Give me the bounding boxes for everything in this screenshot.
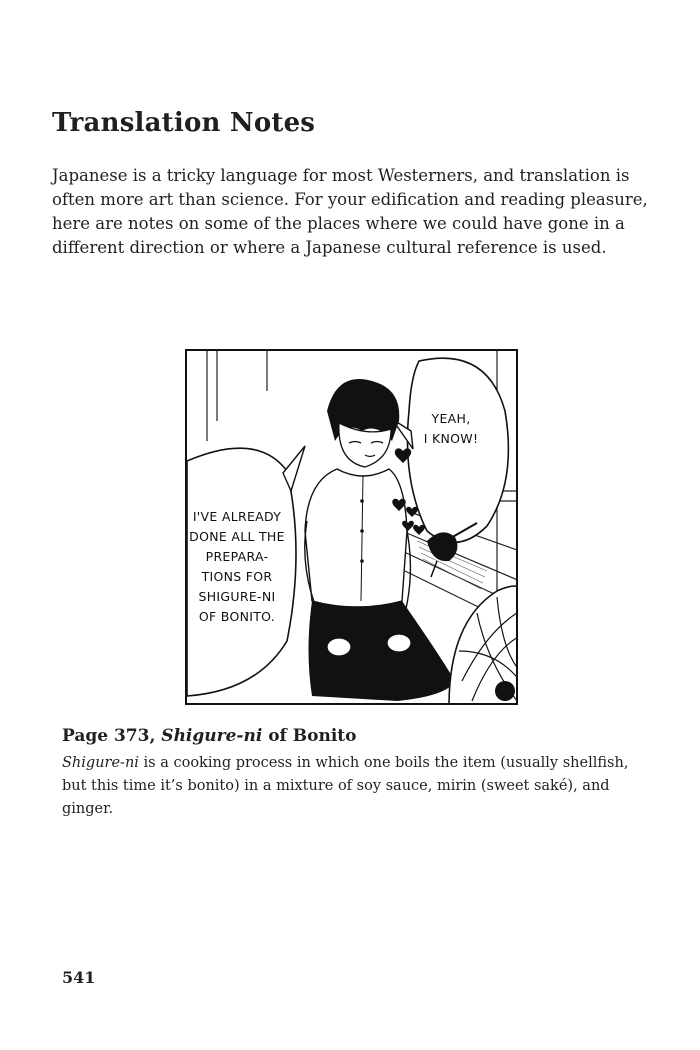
speech-line: OF BONITO.: [198, 609, 276, 624]
manga-panel: [185, 349, 518, 705]
speech-line: SHIGURE-NI: [198, 589, 276, 604]
speech-line: I KNOW!: [423, 431, 479, 446]
right-speech-bubble: [411, 409, 491, 449]
speech-line: DONE ALL THE: [189, 529, 285, 544]
left-speech-bubble: [187, 507, 287, 627]
note-body-text: is a cooking process in which one boils the item (usually shellfish, but this time it’s bonito) in a mixture of soy sauce, mirin (sweet saké), and ginger.: [62, 755, 629, 817]
note-heading-prefix: Page 373,: [62, 726, 162, 746]
note-heading: [62, 726, 357, 746]
note-heading-suffix: of Bonito: [262, 726, 357, 746]
note-body-term: Shigure-ni: [62, 755, 139, 771]
speech-line: TIONS FOR: [201, 569, 273, 584]
note-body: [62, 752, 642, 821]
speech-line: PREPARA-: [205, 549, 269, 564]
speech-line: I'VE ALREADY: [192, 509, 282, 524]
speech-line: YEAH,: [431, 411, 471, 426]
intro-paragraph: Japanese is a tricky language for most Westerners, and translation is often more art than science. For your edification and reading pleasure, here are notes on some of the places where we could have gone in a different direction or where a Japanese cultural reference is used.: [52, 166, 648, 257]
page-number: 541: [62, 968, 96, 987]
page-title: Translation Notes: [52, 108, 316, 138]
note-heading-term: Shigure-ni: [161, 726, 263, 746]
